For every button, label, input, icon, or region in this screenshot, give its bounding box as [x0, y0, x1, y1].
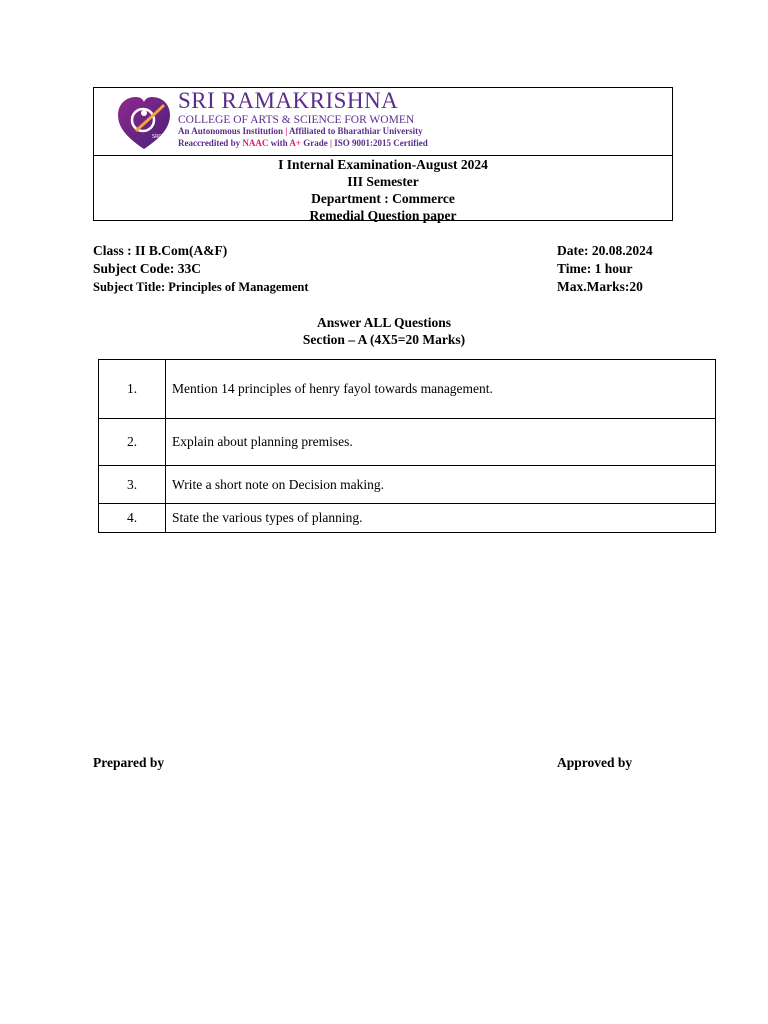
max-marks: Max.Marks:20 — [557, 279, 643, 294]
question-text: State the various types of planning. — [166, 504, 716, 533]
exam-date: Date: 20.08.2024 — [557, 243, 653, 258]
department: Department : Commerce — [311, 191, 455, 206]
prepared-by: Prepared by — [93, 755, 165, 770]
question-row — [99, 419, 716, 466]
question-number: 1. — [99, 360, 166, 419]
logo-text: SRCW — [152, 134, 167, 140]
question-row — [99, 466, 716, 504]
college-affiliation: An Autonomous Institution | Affiliated to Bharathiar University — [178, 126, 423, 136]
subject-code: Subject Code: 33C — [93, 261, 201, 276]
answer-all: Answer ALL Questions — [316, 315, 452, 330]
question-number: 2. — [99, 419, 166, 466]
question-text: Mention 14 principles of henry fayol towards management. — [166, 360, 716, 419]
question-text: Write a short note on Decision making. — [166, 466, 716, 504]
exam-meta-right — [557, 242, 653, 296]
college-banner — [94, 88, 672, 156]
exam-details — [94, 156, 672, 224]
college-subtitle: COLLEGE OF ARTS & SCIENCE FOR WOMEN — [178, 114, 415, 126]
college-name: SRI RAMAKRISHNA — [178, 88, 399, 113]
college-logo-icon — [114, 93, 174, 153]
college-accreditation: Reaccredited by NAAC with A+ Grade | ISO 9001:2015 Certified — [178, 138, 428, 148]
class-label: Class : II B.Com(A&F) — [93, 243, 228, 258]
instructions — [0, 314, 768, 348]
question-row — [99, 360, 716, 419]
exam-time: Time: 1 hour — [557, 261, 633, 276]
section-heading: Section – A (4X5=20 Marks) — [302, 332, 466, 347]
question-number: 4. — [99, 504, 166, 533]
semester: III Semester — [347, 174, 419, 189]
paper-type: Remedial Question paper — [309, 208, 457, 223]
college-header — [93, 87, 673, 221]
questions-table — [98, 359, 716, 533]
subject-title: Subject Title: Principles of Management — [93, 280, 309, 294]
question-text: Explain about planning premises. — [166, 419, 716, 466]
exam-title: I Internal Examination-August 2024 — [278, 157, 488, 172]
question-row — [99, 504, 716, 533]
approved-by: Approved by — [557, 755, 633, 770]
question-number: 3. — [99, 466, 166, 504]
exam-meta-left — [93, 242, 309, 296]
